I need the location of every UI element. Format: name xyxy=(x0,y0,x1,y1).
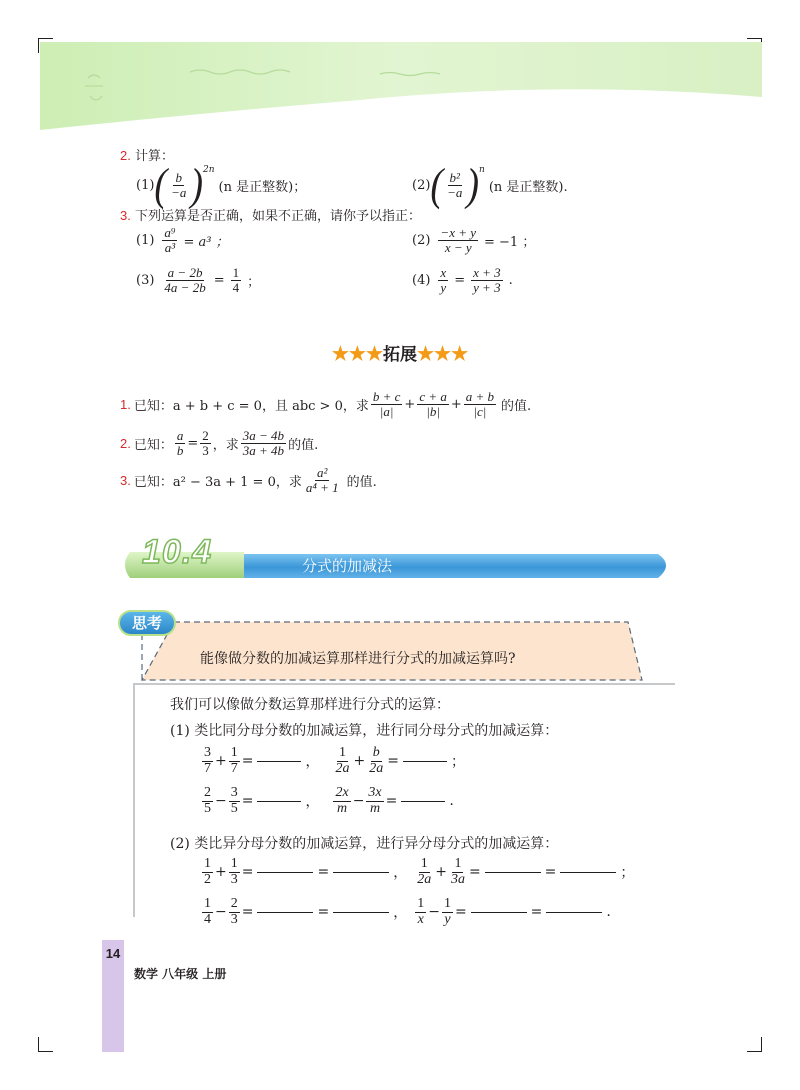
numerator: 1 xyxy=(232,265,240,280)
denominator: x xyxy=(417,911,424,927)
denominator: 7 xyxy=(204,760,211,776)
crop-mark-bottom-right xyxy=(747,1037,762,1052)
fraction xyxy=(333,746,351,776)
denominator: 4 xyxy=(204,911,211,927)
denominator: 5 xyxy=(204,800,211,816)
part-number: (1) xyxy=(136,232,155,248)
operator: + xyxy=(215,753,227,770)
paren-close: ) xyxy=(190,159,204,211)
denominator: 3 xyxy=(230,911,238,927)
answer-blank[interactable] xyxy=(333,871,389,873)
equals-sign: = xyxy=(544,864,557,881)
numerator: 1 xyxy=(420,856,428,871)
part-number: (2) xyxy=(412,177,431,193)
fraction xyxy=(229,786,240,816)
denominator: 3 xyxy=(230,871,238,887)
part-1-text: (1) 类比同分母分数的加减运算，进行同分母分式的加减运算： xyxy=(170,723,559,739)
fraction xyxy=(445,171,464,199)
answer-blank[interactable] xyxy=(560,871,616,873)
numerator: b xyxy=(372,745,380,760)
punctuation: . xyxy=(508,272,513,288)
equals-sign: = xyxy=(385,793,398,810)
exponent: n xyxy=(479,165,485,175)
punctuation: ； xyxy=(247,274,261,290)
fraction xyxy=(438,226,478,254)
exercise-2-part-2 xyxy=(412,159,568,211)
numerator: 2 xyxy=(202,428,209,443)
equals-sign: = xyxy=(454,904,467,921)
denominator: 2 xyxy=(204,871,211,887)
star-icon: ★★★ xyxy=(417,343,469,365)
separator: ， xyxy=(393,905,408,922)
answer-blank[interactable] xyxy=(471,911,527,913)
think-tag xyxy=(118,610,176,636)
exercise-3-part-2 xyxy=(412,226,535,254)
denominator: 3 xyxy=(202,442,209,458)
fraction xyxy=(367,746,385,776)
book-title: 数学 八年级 上册 xyxy=(134,967,227,981)
item-end: 的值. xyxy=(346,474,377,490)
fraction xyxy=(438,266,448,294)
think-tag-label: 思考 xyxy=(131,614,162,632)
item-number: 3. xyxy=(120,472,131,488)
fraction xyxy=(464,390,496,418)
item-text: 已知：a + b + c = 0，且 abc > 0，求 xyxy=(133,398,369,414)
operator: + xyxy=(435,864,447,881)
operator: + xyxy=(353,753,366,770)
numerator: 1 xyxy=(204,896,211,911)
denominator: y xyxy=(440,279,447,295)
numerator: b xyxy=(175,169,182,185)
punctuation: ； xyxy=(620,865,635,882)
item-end: 的值. xyxy=(501,398,532,414)
fraction xyxy=(304,466,341,494)
numerator: a xyxy=(176,428,184,443)
exercise-title: 下列运算是否正确，如果不正确，请你予以指正： xyxy=(134,209,421,224)
operator: − xyxy=(352,793,365,810)
extension-title: 拓展 xyxy=(383,345,417,365)
denominator: 7 xyxy=(230,760,238,776)
answer-blank[interactable] xyxy=(546,911,602,913)
numerator: a⁹ xyxy=(164,225,176,240)
fraction xyxy=(200,429,211,457)
answer-blank[interactable] xyxy=(485,871,541,873)
fraction xyxy=(229,857,240,887)
numerator: a² xyxy=(317,465,328,480)
denominator: −a xyxy=(447,184,463,200)
fraction xyxy=(202,857,213,887)
numerator: 2 xyxy=(204,785,211,800)
denominator: −a xyxy=(171,184,187,200)
fraction xyxy=(415,897,426,927)
fraction xyxy=(202,786,213,816)
punctuation: . xyxy=(449,793,454,810)
equals-sign: = xyxy=(387,753,399,770)
equals-sign: = xyxy=(213,272,225,288)
numerator: 3a − 4b xyxy=(242,428,285,443)
part-number: (2) xyxy=(412,232,431,248)
exercise-3-part-1 xyxy=(136,226,229,254)
separator: ， xyxy=(305,754,320,771)
numerator: 3x xyxy=(368,785,382,800)
numerator: b² xyxy=(449,169,460,185)
exercise-number: 3. xyxy=(120,208,131,223)
paren-open: ( xyxy=(430,159,444,211)
answer-blank[interactable] xyxy=(257,911,313,913)
numerator: 1 xyxy=(338,745,346,760)
exercise-number: 2. xyxy=(120,148,131,163)
section-number: 10.4 xyxy=(142,533,213,571)
equals-sign: = xyxy=(317,864,330,881)
intro-text: 我们可以像做分数运算那样进行分式的运算： xyxy=(170,697,450,713)
item-text: 已知：a² − 3a + 1 = 0，求 xyxy=(133,474,302,490)
part-1-row-2 xyxy=(200,786,454,816)
denominator: 4 xyxy=(232,279,240,295)
numerator: −x + y xyxy=(440,225,477,240)
fraction xyxy=(202,746,213,776)
denominator: m xyxy=(369,800,381,816)
plus-sign: + xyxy=(450,396,462,412)
operator: − xyxy=(428,904,440,921)
part-2-text: (2) 类比异分母分数的加减运算，进行异分母分式的加减运算： xyxy=(170,836,559,852)
denominator: b xyxy=(176,442,184,458)
right-hand-side: = a³ ； xyxy=(183,234,229,250)
fraction xyxy=(371,390,403,418)
denominator: a⁴ + 1 xyxy=(305,479,339,495)
answer-blank[interactable] xyxy=(401,800,445,802)
denominator: 4a − 2b xyxy=(164,279,206,295)
part-number: (1) xyxy=(136,177,155,193)
section-title: 分式的加减法 xyxy=(302,557,393,575)
denominator: y xyxy=(444,911,451,927)
separator: ， xyxy=(305,794,320,811)
denominator: 2a xyxy=(335,760,350,776)
extension-item-2 xyxy=(120,429,318,457)
fraction xyxy=(417,390,449,418)
paren-close: ) xyxy=(466,159,480,211)
extension-heading xyxy=(0,340,800,365)
numerator: c + a xyxy=(419,389,447,404)
equals-sign: = xyxy=(241,904,254,921)
answer-blank[interactable] xyxy=(257,800,301,802)
numerator: 1 xyxy=(204,856,211,871)
answer-blank[interactable] xyxy=(257,871,313,873)
fraction xyxy=(162,226,177,254)
part-note: (n 是正整数). xyxy=(488,179,568,195)
numerator: 1 xyxy=(230,856,238,871)
punctuation: . xyxy=(606,904,611,921)
item-text: ，求 xyxy=(212,437,239,453)
numerator: a + b xyxy=(465,389,495,404)
numerator: 2x xyxy=(335,785,349,800)
part-2-row-1 xyxy=(200,857,634,887)
equals-sign: = xyxy=(317,904,330,921)
fraction xyxy=(333,786,350,816)
denominator: 2a xyxy=(417,871,432,887)
star-icon: ★★★ xyxy=(331,343,383,365)
separator: ， xyxy=(393,865,408,882)
fraction xyxy=(231,266,242,294)
equals-sign: = xyxy=(241,753,254,770)
equals-sign: = xyxy=(241,793,254,810)
right-hand-side: = −1 ； xyxy=(484,234,536,250)
fraction xyxy=(175,429,186,457)
denominator: 3a xyxy=(450,871,465,887)
numerator: x + 3 xyxy=(473,265,501,280)
part-2-row-2 xyxy=(200,897,611,927)
fraction xyxy=(366,786,383,816)
crop-mark-bottom-left xyxy=(38,1037,53,1052)
exercise-2-part-1 xyxy=(136,159,307,211)
numerator: 1 xyxy=(417,896,425,911)
header-band xyxy=(40,42,762,132)
fraction xyxy=(241,429,286,457)
paren-open: ( xyxy=(154,159,168,211)
numerator: x xyxy=(440,265,447,280)
exponent: 2n xyxy=(203,165,215,175)
denominator: 5 xyxy=(230,800,238,816)
exercise-title: 计算： xyxy=(134,149,174,164)
denominator: 2a xyxy=(369,760,384,776)
denominator: |a| xyxy=(379,403,394,419)
numerator: a − 2b xyxy=(167,265,203,280)
equals-sign: = xyxy=(468,864,481,881)
extension-item-3 xyxy=(120,466,377,494)
item-end: 的值. xyxy=(288,437,319,453)
answer-blank[interactable] xyxy=(257,760,301,762)
equals-sign: = xyxy=(241,864,254,881)
part-number: (4) xyxy=(412,272,431,288)
numerator: 2 xyxy=(230,896,238,911)
denominator: a³ xyxy=(164,239,176,255)
equals-sign: = xyxy=(530,904,543,921)
fraction xyxy=(229,897,240,927)
denominator: 3a + 4b xyxy=(242,442,285,458)
exercise-3-part-4 xyxy=(412,266,513,294)
fraction xyxy=(442,897,453,927)
operator: + xyxy=(215,864,227,881)
equals-sign: = xyxy=(187,435,199,451)
denominator: y + 3 xyxy=(473,279,501,295)
plus-sign: + xyxy=(404,396,416,412)
answer-blank[interactable] xyxy=(403,760,447,762)
fraction xyxy=(202,897,213,927)
denominator: x − y xyxy=(444,239,472,255)
fraction xyxy=(449,857,467,887)
fraction xyxy=(162,266,207,294)
exercise-3-heading xyxy=(120,205,421,224)
part-note: (n 是正整数)； xyxy=(218,179,307,195)
answer-blank[interactable] xyxy=(333,911,389,913)
part-1-row-1 xyxy=(200,746,465,776)
item-number: 1. xyxy=(120,396,131,412)
numerator: 1 xyxy=(443,896,451,911)
denominator: m xyxy=(337,800,348,816)
part-number: (3) xyxy=(136,272,155,288)
numerator: 3 xyxy=(204,745,211,760)
exercise-3-part-3 xyxy=(136,266,260,294)
denominator: |b| xyxy=(426,403,440,419)
item-number: 2. xyxy=(120,435,131,451)
punctuation: ； xyxy=(450,754,465,771)
numerator: 3 xyxy=(230,785,238,800)
numerator: 1 xyxy=(454,856,462,871)
operator: − xyxy=(215,793,227,810)
fraction xyxy=(169,171,188,199)
fraction xyxy=(471,266,503,294)
numerator: 1 xyxy=(230,745,238,760)
numerator: b + c xyxy=(372,389,401,404)
page-number: 14 xyxy=(105,946,121,961)
item-text: 已知： xyxy=(133,437,173,453)
fraction xyxy=(415,857,433,887)
think-question: 能像做分数的加减运算那样进行分式的加减运算吗? xyxy=(200,651,516,667)
operator: − xyxy=(215,904,227,921)
denominator: |c| xyxy=(473,403,487,419)
fraction xyxy=(229,746,240,776)
extension-item-1 xyxy=(120,390,531,418)
equals-sign: = xyxy=(454,272,466,288)
